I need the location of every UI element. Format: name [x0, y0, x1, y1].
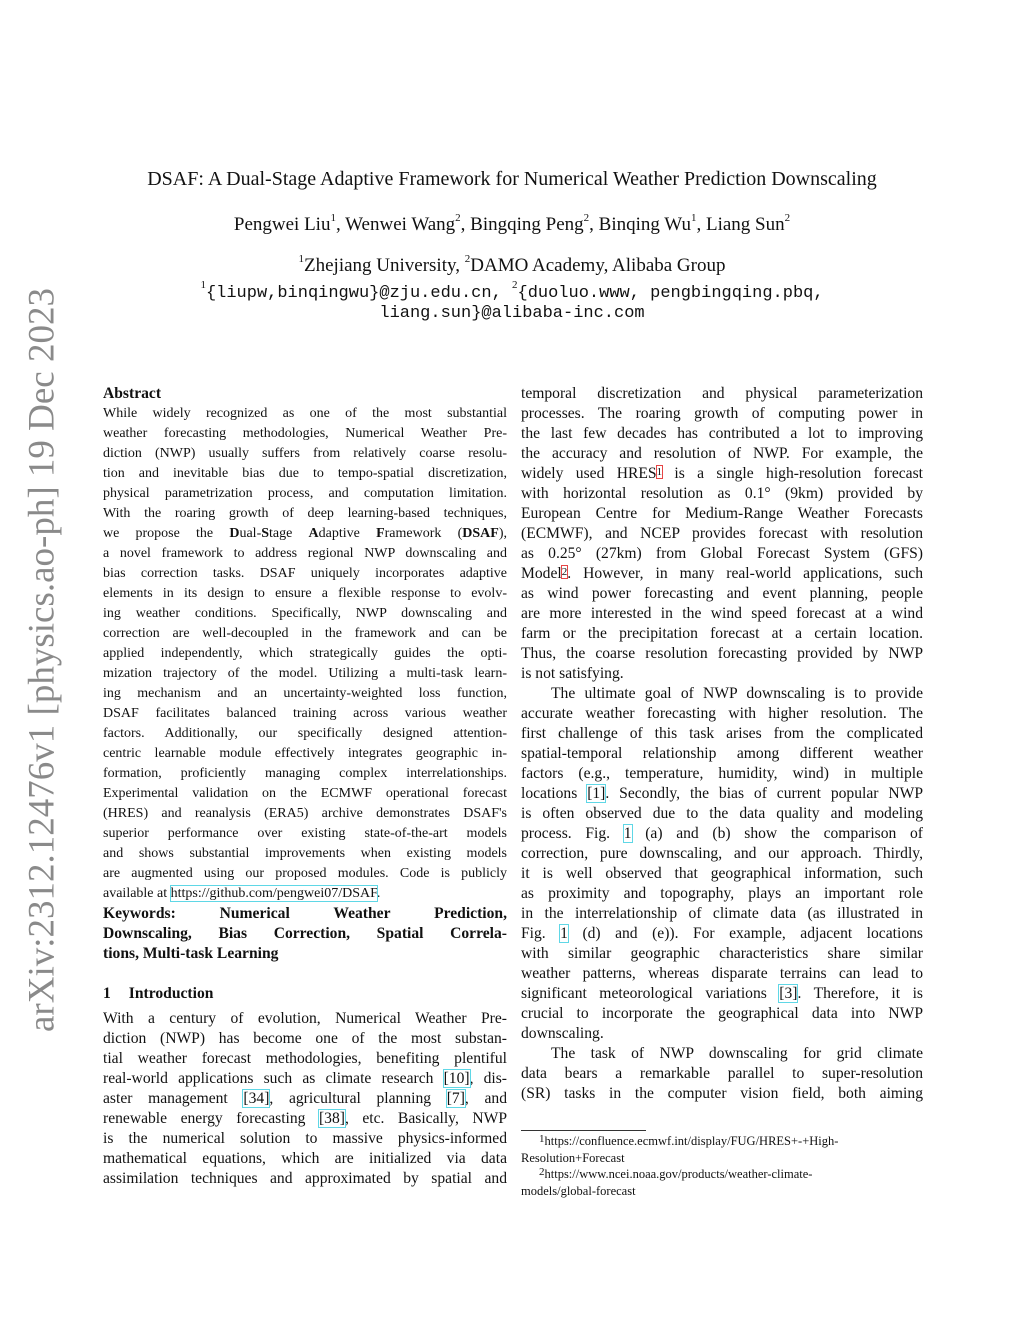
text-line: with horizontal resolution as 0.1° (9km) provided by: [521, 485, 923, 502]
text-line: first challenge of this task arises from the complicated: [521, 725, 923, 742]
text-line: weather forecasting methodologies, Numerical Weather Pre-: [103, 426, 507, 441]
text-line: elements in its design to ensure a flexible response to evolv-: [103, 586, 507, 601]
citation-link[interactable]: [1]: [587, 785, 606, 802]
introduction-body-right: [521, 384, 923, 1104]
affiliation-mark: 2: [512, 279, 518, 291]
text-line: [521, 924, 923, 944]
text-line: Experimental validation on the ECMWF operational forecast: [103, 786, 507, 801]
text-segment: available at: [103, 886, 171, 901]
text-line: spatial-temporal relationship among different weather: [521, 745, 923, 762]
text-line: [103, 884, 507, 904]
text-line: processes. The roaring growth of computing power in: [521, 405, 923, 422]
affiliation-mark: 2: [464, 253, 471, 265]
text-line: Keywords: Numerical Weather Prediction,: [103, 905, 507, 922]
text-line: is often observed due to the data quality and modeling: [521, 805, 923, 822]
text-segment: is not satisfying.: [521, 665, 624, 682]
footnote-link[interactable]: 1: [656, 466, 663, 478]
text-line: European Centre for Medium-Range Weather Forecasts: [521, 505, 923, 522]
emails-line-1: [0, 281, 1024, 303]
emails-line-2: liang.sun}@alibaba-inc.com: [379, 304, 645, 323]
bold-text: DSAF: [462, 526, 499, 541]
text-line: [103, 1089, 507, 1109]
text-line: [521, 824, 923, 844]
text-line: temporal discretization and physical parameterization: [521, 385, 923, 402]
email-group-2: {duoluo.www, pengbingqing.pbq,: [517, 284, 824, 303]
section-title: Introduction: [128, 985, 214, 1002]
text-line: is the numerical solution to massive physics-informed: [103, 1130, 507, 1147]
text-segment: aster management: [103, 1090, 244, 1107]
citation-link[interactable]: [3]: [779, 985, 798, 1002]
author-name: Pengwei Liu: [233, 214, 331, 235]
bold-text: F: [376, 526, 385, 541]
text-segment: , etc. Basically, NWP: [344, 1110, 507, 1127]
footnote-mark: 1: [539, 1133, 545, 1145]
text-segment: . Therefore, it is: [797, 985, 923, 1002]
text-segment: Model: [521, 565, 562, 582]
bold-text: S: [261, 526, 270, 541]
introduction-body-left: [103, 1009, 507, 1189]
abstract-body: [103, 404, 507, 904]
text-line: [521, 564, 923, 584]
text-segment: renewable energy forecasting: [103, 1110, 319, 1127]
footnote-link[interactable]: 2: [561, 566, 568, 578]
text-line: While widely recognized as one of the most substantial: [103, 406, 507, 421]
text-segment: , dis-: [469, 1070, 507, 1087]
text-line: Downscaling, Bias Correction, Spatial Correla-: [103, 925, 507, 942]
text-line: tial weather forecast methodologies, benefiting plentiful: [103, 1050, 507, 1067]
text-segment: Fig.: [521, 925, 561, 942]
text-line: [103, 1069, 507, 1089]
text-line: With a century of evolution, Numerical Weather Pre-: [103, 1010, 507, 1027]
text-line: factors (e.g., temperature, humidity, wind) in multiple: [521, 765, 923, 782]
text-line: With the roaring growth of deep learning-based techniques,: [103, 506, 507, 521]
affiliation-1: Zhejiang University,: [304, 255, 465, 276]
author-name: Bingqing Peng: [470, 214, 584, 235]
text-segment: , agricultural planning: [269, 1090, 447, 1107]
text-segment: real-world applications such as climate research: [103, 1070, 444, 1087]
text-line: ing mechanism and an uncertainty-weighted loss function,: [103, 686, 507, 701]
text-line: DSAF facilitates balanced training across various weather: [103, 706, 507, 721]
text-line: in the interrelationship of climate data (as illustrated in: [521, 905, 923, 922]
code-repo-link[interactable]: https://github.com/pengwei07/DSAF: [170, 886, 377, 901]
text-line: and shows substantial improvements when existing models: [103, 846, 507, 861]
text-line: [103, 524, 507, 544]
email-group-1: {liupw,binqingwu}@zju.edu.cn,: [205, 284, 512, 303]
keywords: [103, 904, 507, 964]
text-line: Thus, the coarse resolution forecasting provided by NWP: [521, 645, 923, 662]
text-segment: ),: [498, 526, 507, 541]
affiliation-mark: 2: [455, 212, 461, 224]
citation-link[interactable]: 1: [560, 925, 568, 942]
bold-text: A: [308, 526, 319, 541]
text-segment: ramework (: [384, 526, 463, 541]
text-line: as wind power forecasting and event planning, people: [521, 585, 923, 602]
text-line: as proximity and topography, plays an important role: [521, 885, 923, 902]
affiliation-mark: 2: [583, 212, 590, 224]
text-line: it is well observed that geographical information, such: [521, 865, 923, 882]
text-segment: ual-: [239, 526, 262, 541]
text-line: are more interested in the wind speed forecast at a wind: [521, 605, 923, 622]
text-line: [521, 464, 923, 484]
affiliation-mark: 1: [200, 279, 206, 291]
text-segment: widely used HRES: [521, 465, 657, 482]
paper-title: DSAF: A Dual-Stage Adaptive Framework for Numerical Weather Prediction Downscaling: [147, 168, 877, 190]
citation-link[interactable]: 1: [623, 825, 632, 842]
text-line: [103, 1109, 507, 1129]
footnote-2: [521, 1166, 931, 1199]
text-line: as 0.25° (27km) from Global Forecast System (GFS): [521, 545, 923, 562]
text-line: physical parametrization process, and computation limitation.: [103, 486, 507, 501]
text-line: (SR) tasks in the computer vision field, both aiming: [521, 1085, 923, 1102]
text-line: ing weather conditions. Specifically, NWP downscaling and: [103, 606, 507, 621]
affiliation-mark: 1: [330, 212, 336, 224]
text-line: data bears a remarkable parallel to super-resolution: [521, 1065, 923, 1082]
footnotes: [521, 1130, 931, 1199]
author-name: Binqing Wu: [598, 214, 691, 235]
affiliation-mark: 2: [784, 212, 791, 224]
affiliations: [0, 255, 1024, 277]
footnote-rule: [521, 1130, 646, 1131]
text-line: factors. Additionally, our specifically designed attention-: [103, 726, 507, 741]
text-line: [521, 664, 923, 684]
text-segment: . However, in many real-world applications, such: [567, 565, 923, 582]
text-line: assimilation techniques and approximated by spatial and: [103, 1170, 507, 1187]
text-line: a novel framework to address regional NWP downscaling and: [103, 546, 507, 561]
text-line: (HRES) and reanalysis (ERA5) archive demonstrates DSAF's: [103, 806, 507, 821]
text-segment: process. Fig.: [521, 825, 624, 842]
text-segment: The task of NWP downscaling for grid climate: [551, 1045, 923, 1062]
footnote-url[interactable]: https://confluence.ecmwf.int/display/FUG/HRES+-+High-: [544, 1134, 839, 1148]
text-line: correction are well-decoupled in the framework and can be: [103, 626, 507, 641]
affiliation-mark: 1: [298, 253, 304, 265]
text-segment: .: [376, 886, 381, 901]
text-segment: we propose the: [103, 526, 230, 541]
citation-link[interactable]: [38]: [318, 1110, 345, 1127]
text-line: (ECMWF), and NCEP provides forecast with resolution: [521, 525, 923, 542]
text-line: the last few decades has contributed a lot to improving: [521, 425, 923, 442]
text-line: with similar geographic characteristics share similar: [521, 945, 923, 962]
left-column: [103, 384, 507, 1189]
text-segment: downscaling.: [521, 1025, 604, 1042]
text-segment: . Secondly, the bias of current popular NWP: [605, 785, 923, 802]
text-line: centric learnable module effectively integrates geographic in-: [103, 746, 507, 761]
author-name: Wenwei Wang: [345, 214, 456, 235]
text-line: bias correction tasks. DSAF uniquely incorporates adaptive: [103, 566, 507, 581]
text-segment: (a) and (b) show the comparison of: [631, 825, 923, 842]
text-line: applied independently, which strategically guides the opti-: [103, 646, 507, 661]
text-line: diction (NWP) has become one of the most substan-: [103, 1030, 507, 1047]
citation-link[interactable]: [7]: [446, 1090, 465, 1107]
footnote-url-cont[interactable]: models/global-forecast: [521, 1183, 636, 1198]
footnote-1: [521, 1133, 931, 1166]
text-line: [103, 944, 507, 964]
text-line: the accuracy and resolution of NWP. For example, the: [521, 445, 923, 462]
text-line: are augmented using our proposed modules. Code is publicly: [103, 866, 507, 881]
text-line: diction (NWP) usually suffers from relatively coarse resolu-: [103, 446, 507, 461]
arxiv-identifier-stamp: arXiv:2312.12476v1 [physics.ao-ph] 19 Dec 2023: [21, 288, 63, 1032]
right-column: [521, 384, 923, 1104]
footnote-url[interactable]: https://www.ncei.noaa.gov/products/weather-climate-: [544, 1167, 813, 1181]
abstract-heading: Abstract: [103, 385, 162, 402]
text-line: mization trajectory of the model. Utilizing a multi-task learn-: [103, 666, 507, 681]
text-segment: The ultimate goal of NWP downscaling is to provide: [551, 685, 923, 702]
text-line: farm or the precipitation forecast at a certain location.: [521, 625, 923, 642]
text-segment: daptive: [318, 526, 377, 541]
bold-text: D: [229, 526, 240, 541]
text-line: tion and inevitable bias due to tempo-spatial discretization,: [103, 466, 507, 481]
text-line: superior performance over existing state-of-the-art models: [103, 826, 507, 841]
text-segment: is a single high-resolution forecast: [662, 465, 923, 482]
text-line: [521, 984, 923, 1004]
text-line: accurate weather forecasting with higher resolution. The: [521, 705, 923, 722]
footnote-mark: 2: [539, 1166, 545, 1178]
text-line: crucial to incorporate the geographical data into NWP: [521, 1005, 923, 1022]
text-segment: tage: [269, 526, 309, 541]
section-heading-introduction: [103, 984, 507, 1004]
text-segment: tions, Multi-task Learning: [103, 945, 279, 962]
text-segment: significant meteorological variations: [521, 985, 780, 1002]
section-number: 1: [103, 985, 111, 1002]
affiliation-2: DAMO Academy, Alibaba Group: [470, 255, 726, 276]
text-segment: (d) and (e)). For example, adjacent locations: [567, 925, 923, 942]
author-list: Pengwei Liu$^1$, Wenwei Wang$^2$, Bingqing Peng$^2$, Binqing Wu$^1$, Liang Sun$^2$: [233, 212, 791, 235]
text-line: weather patterns, whereas disparate terrains can lead to: [521, 965, 923, 982]
text-line: formation, proficiently managing complex interrelationships.: [103, 766, 507, 781]
affiliation-mark: 1: [690, 212, 697, 224]
author-name: Liang Sun: [705, 214, 785, 235]
text-segment: , and: [464, 1090, 507, 1107]
footnote-url-cont[interactable]: Resolution+Forecast: [521, 1150, 625, 1165]
text-line: correction, pure downscaling, and our approach. Thirdly,: [521, 845, 923, 862]
citation-link[interactable]: [34]: [243, 1090, 270, 1107]
text-line: mathematical equations, which are initialized via data: [103, 1150, 507, 1167]
text-line: [521, 1024, 923, 1044]
text-segment: locations: [521, 785, 588, 802]
text-line: [521, 784, 923, 804]
text-line: [521, 1044, 923, 1064]
text-line: [521, 684, 923, 704]
citation-link[interactable]: [10]: [443, 1070, 470, 1087]
